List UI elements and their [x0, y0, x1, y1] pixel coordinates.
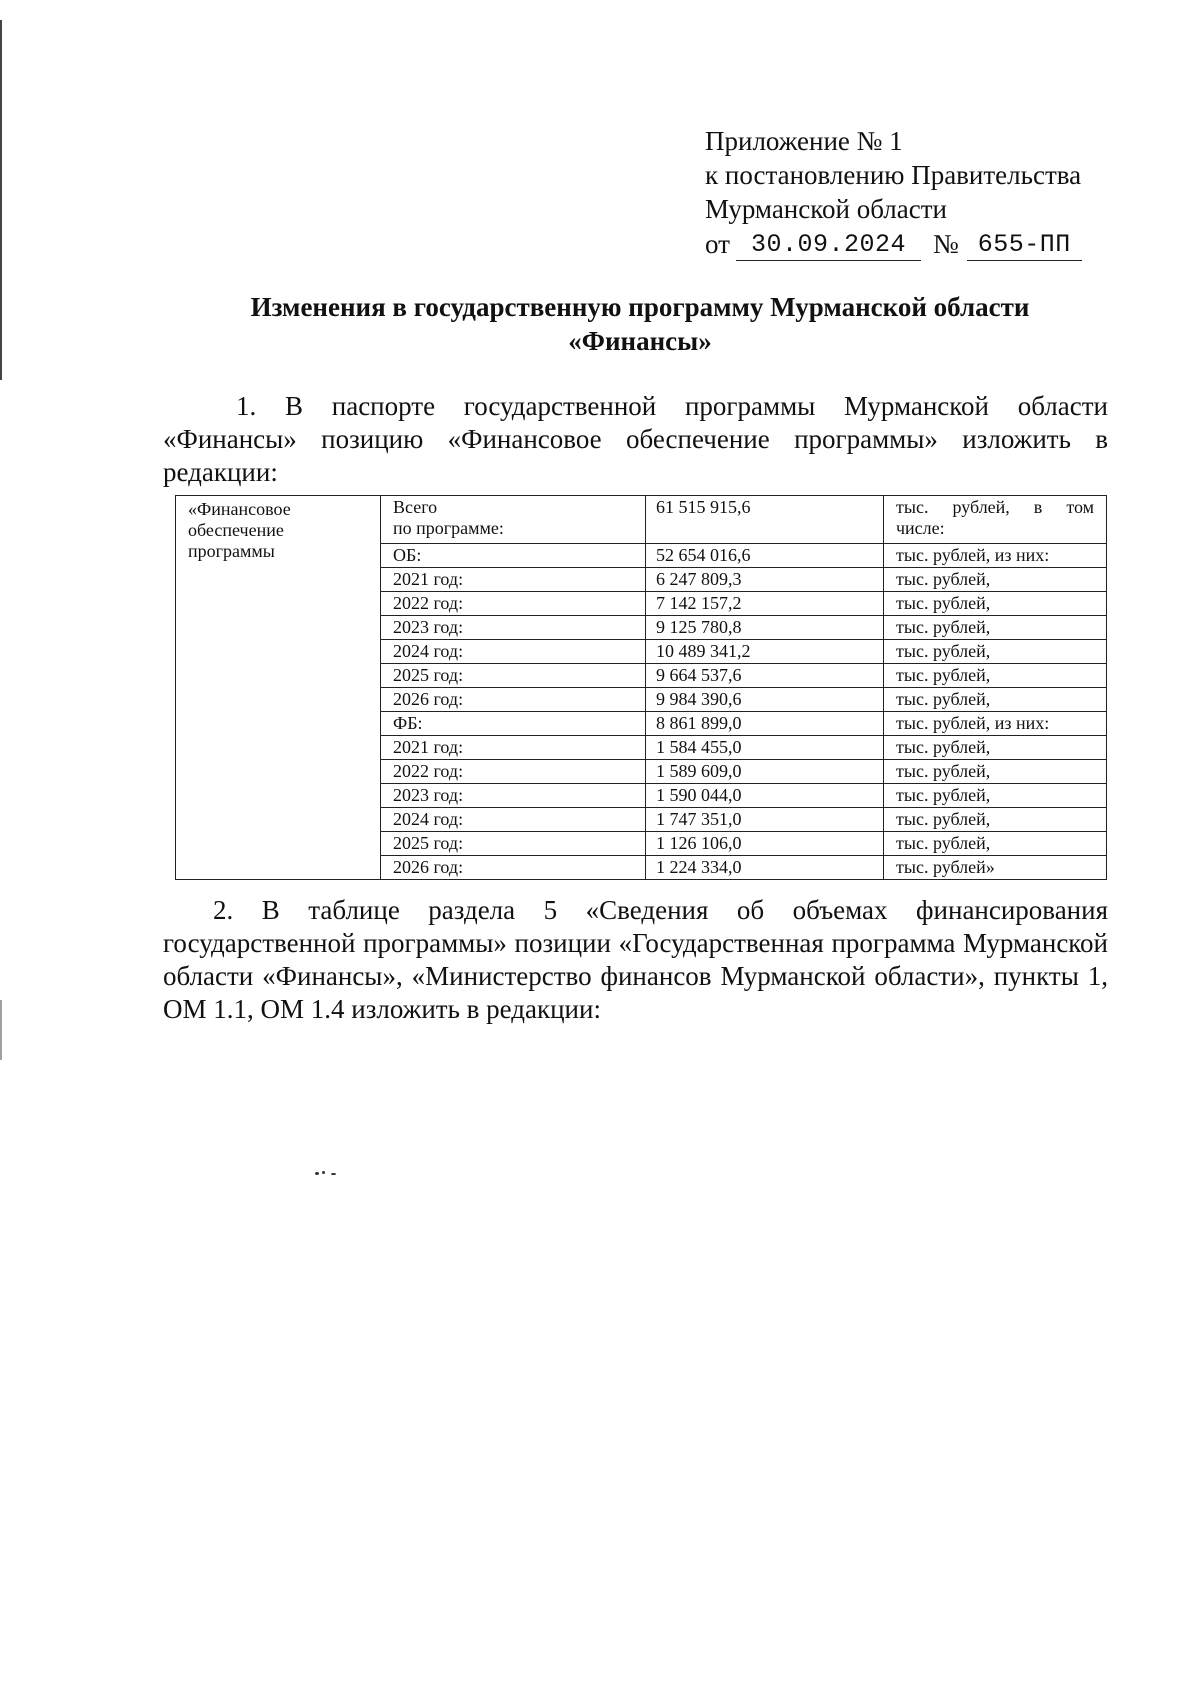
number-sign: №	[932, 229, 959, 259]
total-unit-line-2: числе:	[896, 518, 945, 538]
row-value-cell: 9 664 537,6	[646, 664, 884, 688]
row-value-cell: 1 224 334,0	[646, 856, 884, 880]
row-value-cell: 1 584 455,0	[646, 736, 884, 760]
appendix-date-line	[705, 227, 1125, 261]
row-unit-cell: тыс. рублей,	[884, 784, 1107, 808]
row-value-cell: 7 142 157,2	[646, 592, 884, 616]
row-value-cell: 6 247 809,3	[646, 568, 884, 592]
scan-speck	[322, 1171, 325, 1174]
row-label-cell: 2024 год:	[381, 640, 646, 664]
row-label-cell: 2022 год:	[381, 592, 646, 616]
row-label-cell: 2023 год:	[381, 616, 646, 640]
row-label-cell: 2026 год:	[381, 856, 646, 880]
row-value-cell: 52 654 016,6	[646, 544, 884, 568]
row-label-cell: 2024 год:	[381, 808, 646, 832]
row-unit-cell: тыс. рублей,	[884, 736, 1107, 760]
row-unit-cell: тыс. рублей,	[884, 808, 1107, 832]
row-value-cell: 1 590 044,0	[646, 784, 884, 808]
row-value-cell: 8 861 899,0	[646, 712, 884, 736]
total-label-line-1: Всего	[393, 497, 438, 517]
row-unit-cell: тыс. рублей,	[884, 616, 1107, 640]
total-label-cell	[381, 496, 646, 544]
row-label-cell: 2026 год:	[381, 688, 646, 712]
total-unit-line-1: тыс. рублей, в том	[896, 497, 1094, 517]
appendix-title: Приложение № 1	[705, 126, 903, 156]
row-unit-cell: тыс. рублей,	[884, 688, 1107, 712]
position-cell	[176, 496, 381, 880]
row-label-cell: ФБ:	[381, 712, 646, 736]
row-value-cell: 9 984 390,6	[646, 688, 884, 712]
row-unit-cell: тыс. рублей,	[884, 832, 1107, 856]
row-value-cell: 1 747 351,0	[646, 808, 884, 832]
document-title	[160, 290, 1120, 358]
row-value-cell: 1 126 106,0	[646, 832, 884, 856]
financing-table	[175, 495, 1107, 880]
total-unit-cell	[884, 496, 1107, 544]
row-label-cell: 2021 год:	[381, 736, 646, 760]
row-unit-cell: тыс. рублей, из них:	[884, 544, 1107, 568]
row-unit-cell: тыс. рублей,	[884, 568, 1107, 592]
row-unit-cell: тыс. рублей»	[884, 856, 1107, 880]
row-label-cell: 2025 год:	[381, 664, 646, 688]
title-line-2: «Финансы»	[568, 326, 712, 356]
row-unit-cell: тыс. рублей, из них:	[884, 712, 1107, 736]
total-label-line-2: по программе:	[393, 518, 504, 538]
total-value-cell: 61 515 915,6	[646, 496, 884, 544]
row-label-cell: 2022 год:	[381, 760, 646, 784]
date-prefix: от	[705, 229, 730, 259]
row-unit-cell: тыс. рублей,	[884, 760, 1107, 784]
resolution-number: 655-ПП	[967, 230, 1082, 261]
row-unit-cell: тыс. рублей,	[884, 664, 1107, 688]
appendix-header	[705, 124, 1125, 261]
row-value-cell: 9 125 780,8	[646, 616, 884, 640]
row-value-cell: 1 589 609,0	[646, 760, 884, 784]
title-line-1: Изменения в государственную программу Мурманской области	[250, 292, 1030, 322]
scan-speck	[315, 1172, 319, 1175]
row-label-cell: 2025 год:	[381, 832, 646, 856]
row-unit-cell: тыс. рублей,	[884, 640, 1107, 664]
appendix-region: Мурманской области	[705, 194, 947, 224]
resolution-date: 30.09.2024	[736, 230, 921, 261]
row-label-cell: ОБ:	[381, 544, 646, 568]
paragraph-2: 2. В таблице раздела 5 «Сведения об объемах финансирования государственной программы» позиции «Государственная программа Мурманской области «Финансы», «Министерство финансов Мурманской области», пункты 1, ОМ 1.1, ОМ 1.4 изложить в редакции:	[163, 895, 1108, 1024]
row-label-cell: 2021 год:	[381, 568, 646, 592]
row-value-cell: 10 489 341,2	[646, 640, 884, 664]
row-unit-cell: тыс. рублей,	[884, 592, 1107, 616]
scan-edge-mark	[0, 1000, 2, 1060]
scan-edge-mark	[0, 20, 2, 380]
table-row-total	[176, 496, 1107, 544]
scan-speck	[331, 1173, 336, 1175]
position-label: «Финансовое обеспечение программы	[188, 499, 291, 561]
appendix-reference: к постановлению Правительства	[705, 160, 1082, 190]
row-label-cell: 2023 год:	[381, 784, 646, 808]
paragraph-1: 1. В паспорте государственной программы Мурманской области «Финансы» позицию «Финансовое обеспечение программы» изложить в редакции:	[163, 391, 1108, 487]
